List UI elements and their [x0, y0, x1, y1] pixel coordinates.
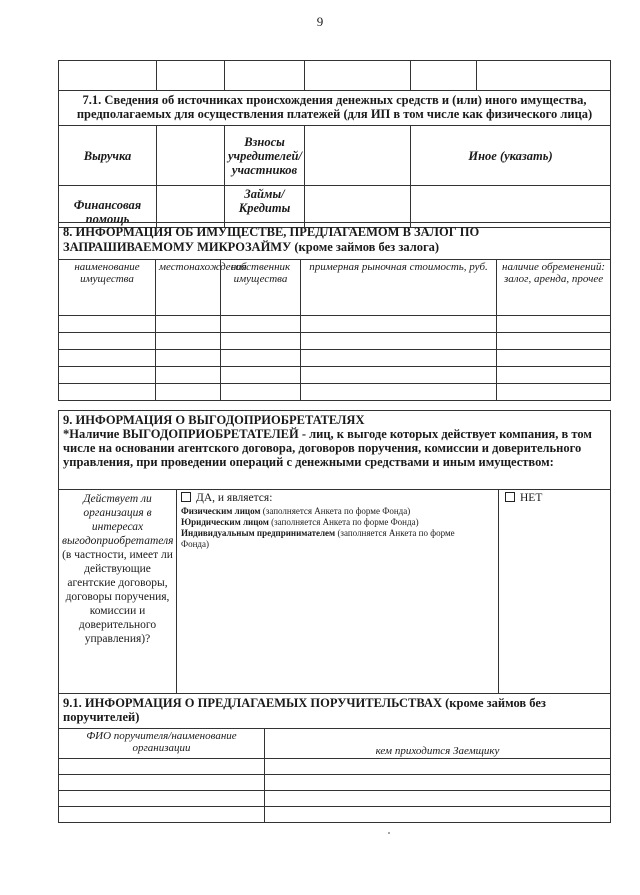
col-owner: собственник имущества [221, 260, 301, 316]
col-guarantor-name: ФИО поручителя/наименование организации [59, 729, 265, 759]
yes-option[interactable] [181, 492, 494, 504]
table-row [59, 807, 611, 823]
option-legal-entity [181, 517, 494, 528]
col-relation: кем приходится Заемщику [265, 729, 611, 759]
checkbox-icon[interactable] [181, 492, 191, 502]
empty-cell[interactable] [305, 61, 411, 91]
section-9-title: 9. ИНФОРМАЦИЯ О ВЫГОДОПРИОБРЕТАТЕЛЯХ [63, 413, 365, 427]
section-9-header [59, 411, 611, 490]
table-row [59, 384, 611, 401]
no-label: НЕТ [520, 492, 543, 504]
scan-dot [388, 832, 390, 834]
section-7-1-table [58, 90, 611, 228]
section-7-1-title: 7.1. Сведения об источниках происхождения денежных средств и (или) иного имущества, предполагаемых для осуществления платежей (для ИП в том числе как физического лица) [59, 91, 611, 126]
revenue-label: Выручка [59, 126, 157, 186]
opt3-bold: Индивидуальным предпринимателем [181, 528, 336, 538]
section-8-title: 8. ИНФОРМАЦИЯ ОБ ИМУЩЕСТВЕ, ПРЕДЛАГАЕМОМ В ЗАЛОГ ПО ЗАПРАШИВАЕМОМУ МИКРОЗАЙМУ (кроме займов без залога) [59, 223, 611, 260]
empty-cell[interactable] [411, 61, 477, 91]
section-9-1-title: 9.1. ИНФОРМАЦИЯ О ПРЕДЛАГАЕМЫХ ПОРУЧИТЕЛЬСТВАХ (кроме займов без поручителей) [59, 694, 611, 729]
table-row [59, 333, 611, 350]
page-number: 9 [316, 14, 324, 29]
yes-label: ДА, и является: [196, 492, 273, 504]
other-label: Иное (указать) [411, 126, 611, 186]
contributions-value[interactable] [305, 126, 411, 186]
section-9-table [58, 410, 611, 823]
top-continuation-table [58, 60, 611, 91]
opt2-rest: (заполняется Анкета по форме Фонда) [271, 517, 419, 527]
fin-help-label: Финансовая помощь [59, 186, 157, 228]
section-9-note: *Наличие ВЫГОДОПРИОБРЕТАТЕЛЕЙ - лиц, к выгоде которых действует компания, в том числе на основании агентского договора, договоров поручения, комиссии и доверительного управления, при проведении операций с денежными средствами и иным имуществом: [63, 427, 592, 469]
col-encumbrances: наличие обременений: залог, аренда, прочее [497, 260, 611, 316]
col-market-value: примерная рыночная стоимость, руб. [301, 260, 497, 316]
loans-label: Займы/Кредиты [225, 186, 305, 228]
beneficiary-question [59, 490, 177, 694]
table-row [59, 350, 611, 367]
table-row [59, 775, 611, 791]
beneficiary-yes-cell [177, 490, 499, 694]
checkbox-icon[interactable] [505, 492, 515, 502]
empty-cell[interactable] [157, 61, 225, 91]
table-row [59, 316, 611, 333]
table-row [59, 759, 611, 775]
opt2-bold: Юридическим лицом [181, 517, 269, 527]
table-row [59, 367, 611, 384]
empty-cell[interactable] [225, 61, 305, 91]
col-property-name: наименование имущества [59, 260, 156, 316]
table-row [59, 791, 611, 807]
option-entrepreneur [181, 528, 471, 550]
option-individual [181, 506, 494, 517]
section-8-table [58, 222, 611, 401]
question-italic: Действует ли организация в интересах выгодоприобретателя [62, 493, 174, 547]
opt3-rest: (заполняется Анкета по форме Фонда) [181, 528, 455, 549]
contributions-label: Взносы учредителей/участников [225, 126, 305, 186]
opt1-bold: Физическим лицом [181, 506, 261, 516]
empty-cell[interactable] [477, 61, 611, 91]
question-rest: (в частности, имеет ли действующие агентские договоры, договоры поручения, комиссии и доверительного управления)? [62, 549, 173, 645]
beneficiary-no-cell[interactable] [499, 490, 611, 694]
col-location: местонахождения [156, 260, 221, 316]
revenue-value[interactable] [157, 126, 225, 186]
empty-cell[interactable] [59, 61, 157, 91]
opt1-rest: (заполняется Анкета по форме Фонда) [262, 506, 411, 516]
